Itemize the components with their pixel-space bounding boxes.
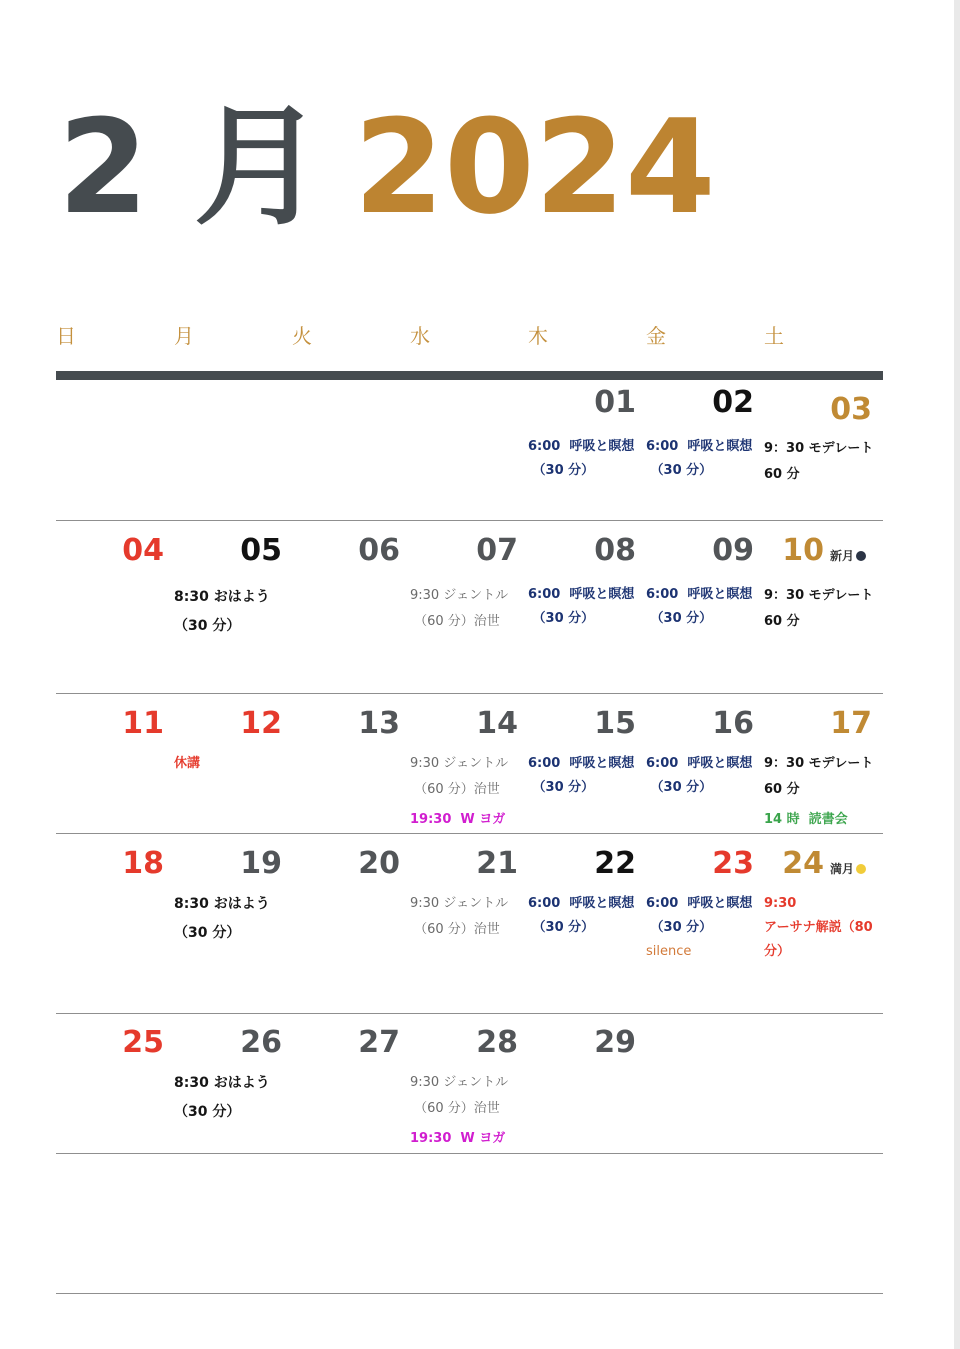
weekday-sun: 日 xyxy=(56,324,76,348)
event-book-club: 14 時 読書会 xyxy=(764,812,848,827)
event-meditation: 6:00 呼吸と瞑想 （30 分） xyxy=(528,587,635,626)
day-number: 16 xyxy=(712,706,754,741)
day-number: 23 xyxy=(712,846,754,881)
weekday-tue: 火 xyxy=(292,324,312,348)
new-moon-label xyxy=(830,547,866,564)
event-morning: 8:30 おはよう （30 分） xyxy=(174,589,270,634)
event-meditation: 6:00 呼吸と瞑想 （30 分） xyxy=(646,756,753,795)
day-number: 25 xyxy=(122,1025,164,1060)
weekday-header xyxy=(56,320,882,352)
day-number: 05 xyxy=(240,533,282,568)
day-number: 19 xyxy=(240,846,282,881)
event-meditation: 6:00 呼吸と瞑想 （30 分） xyxy=(646,587,753,626)
day-number: 17 xyxy=(830,706,872,741)
event-meditation: 6:00 呼吸と瞑想 （30 分） xyxy=(646,439,753,478)
day-number: 11 xyxy=(122,706,164,741)
title-month: 2 月 xyxy=(58,91,324,243)
event-silence: silence xyxy=(646,944,692,959)
weekday-wed: 水 xyxy=(410,324,430,348)
day-number: 13 xyxy=(358,706,400,741)
full-moon-icon xyxy=(856,864,866,874)
event-moderate: 9：30 モデレート 60 分 xyxy=(764,441,874,482)
moon-text: 新月 xyxy=(830,549,855,563)
weekday-fri: 金 xyxy=(646,324,666,348)
week-divider xyxy=(56,520,883,521)
day-number: 10 xyxy=(782,533,824,568)
day-number: 22 xyxy=(594,846,636,881)
event-w-yoga: 19:30 W ヨガ xyxy=(410,812,506,827)
day-number: 08 xyxy=(594,533,636,568)
day-number: 26 xyxy=(240,1025,282,1060)
day-number: 01 xyxy=(594,385,636,420)
new-moon-icon xyxy=(856,551,866,561)
day-number: 27 xyxy=(358,1025,400,1060)
day-number: 18 xyxy=(122,846,164,881)
day-number: 15 xyxy=(594,706,636,741)
day-number: 20 xyxy=(358,846,400,881)
day-number: 04 xyxy=(122,533,164,568)
page-edge xyxy=(954,0,960,1349)
event-morning: 8:30 おはよう （30 分） xyxy=(174,1075,270,1120)
week-divider xyxy=(56,1293,883,1294)
event-meditation: 6:00 呼吸と瞑想 （30 分） xyxy=(528,896,635,935)
event-morning: 8:30 おはよう （30 分） xyxy=(174,896,270,941)
weekday-thu: 木 xyxy=(528,324,548,348)
event-meditation: 6:00 呼吸と瞑想 （30 分） xyxy=(646,896,753,935)
event-meditation: 6:00 呼吸と瞑想 （30 分） xyxy=(528,439,635,478)
day-number: 14 xyxy=(476,706,518,741)
event-gentle: 9:30 ジェントル （60 分）治世 xyxy=(410,588,509,629)
week-divider xyxy=(56,1153,883,1154)
header-bar xyxy=(56,371,883,380)
moon-text: 満月 xyxy=(830,862,855,876)
day-number: 09 xyxy=(712,533,754,568)
week-divider xyxy=(56,833,883,834)
day-number: 02 xyxy=(712,385,754,420)
event-cancelled: 休講 xyxy=(174,756,201,771)
day-number: 07 xyxy=(476,533,518,568)
event-gentle: 9:30 ジェントル （60 分）治世 xyxy=(410,896,509,937)
event-meditation: 6:00 呼吸と瞑想 （30 分） xyxy=(528,756,635,795)
full-moon-label xyxy=(830,860,866,877)
day-number: 12 xyxy=(240,706,282,741)
week-divider xyxy=(56,1013,883,1014)
event-asana-lecture: 9:30 アーサナ解説（80 分） xyxy=(764,896,873,959)
calendar-title xyxy=(58,92,716,242)
day-number: 29 xyxy=(594,1025,636,1060)
event-gentle: 9:30 ジェントル （60 分）治世 xyxy=(410,756,509,797)
day-number: 24 xyxy=(782,846,824,881)
weekday-sat: 土 xyxy=(764,324,784,348)
day-number: 28 xyxy=(476,1025,518,1060)
day-number: 06 xyxy=(358,533,400,568)
event-w-yoga: 19:30 W ヨガ xyxy=(410,1131,506,1146)
day-number: 03 xyxy=(830,392,872,427)
title-year: 2024 xyxy=(353,91,716,243)
event-moderate: 9：30 モデレート 60 分 xyxy=(764,588,874,629)
event-moderate: 9：30 モデレート 60 分 xyxy=(764,756,874,797)
week-divider xyxy=(56,693,883,694)
event-gentle: 9:30 ジェントル （60 分）治世 xyxy=(410,1075,509,1116)
weekday-mon: 月 xyxy=(174,324,194,348)
day-number: 21 xyxy=(476,846,518,881)
